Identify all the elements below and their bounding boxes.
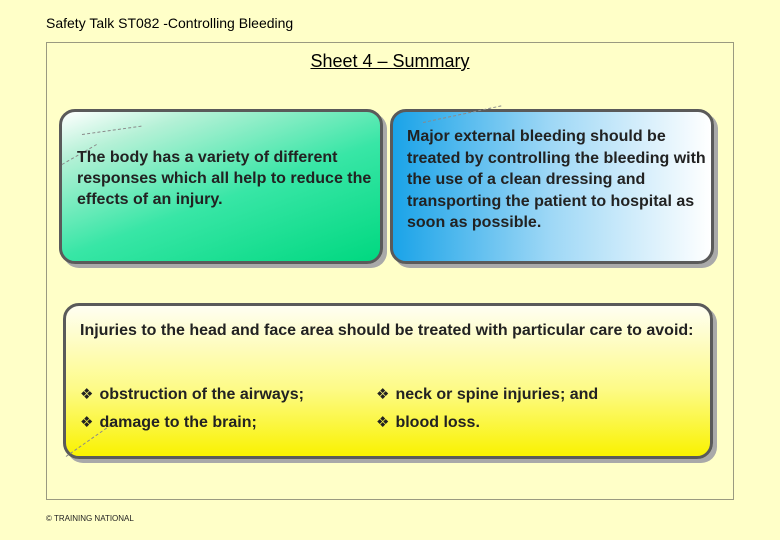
decorative-line (82, 126, 142, 135)
decorative-line (423, 105, 501, 123)
diamond-bullet-icon: ❖ (376, 414, 390, 431)
bullet-item (376, 385, 598, 404)
bullet-item (376, 413, 480, 432)
bullet-text: neck or spine injuries; and (395, 386, 599, 403)
bullet-text: damage to the brain; (99, 414, 257, 431)
diamond-bullet-icon: ❖ (376, 386, 390, 403)
body-responses-text: The body has a variety of different responses which all help to reduce the effects of an injury. (77, 149, 372, 208)
document-header: Safety Talk ST082 -Controlling Bleeding (46, 15, 294, 31)
bullet-item (80, 413, 257, 432)
head-injuries-box (63, 303, 713, 459)
bullet-item (80, 385, 304, 404)
external-bleeding-text: Major external bleeding should be treated by controlling the bleeding with the use of a clean dressing and transporting the patient to hospital as soon as possible. (407, 128, 706, 231)
bullet-text: blood loss. (395, 414, 480, 431)
body-responses-box (59, 109, 383, 264)
bullet-text: obstruction of the airways; (99, 386, 304, 403)
diamond-bullet-icon: ❖ (80, 386, 94, 403)
copyright-footer: © TRAINING NATIONAL (46, 514, 134, 523)
sheet-title (0, 51, 780, 72)
sheet-title-text: Sheet 4 – Summary (310, 51, 470, 71)
diamond-bullet-icon: ❖ (80, 414, 94, 431)
external-bleeding-box (390, 109, 714, 264)
head-injuries-intro: Injuries to the head and face area should be treated with particular care to avoid: (80, 322, 694, 339)
